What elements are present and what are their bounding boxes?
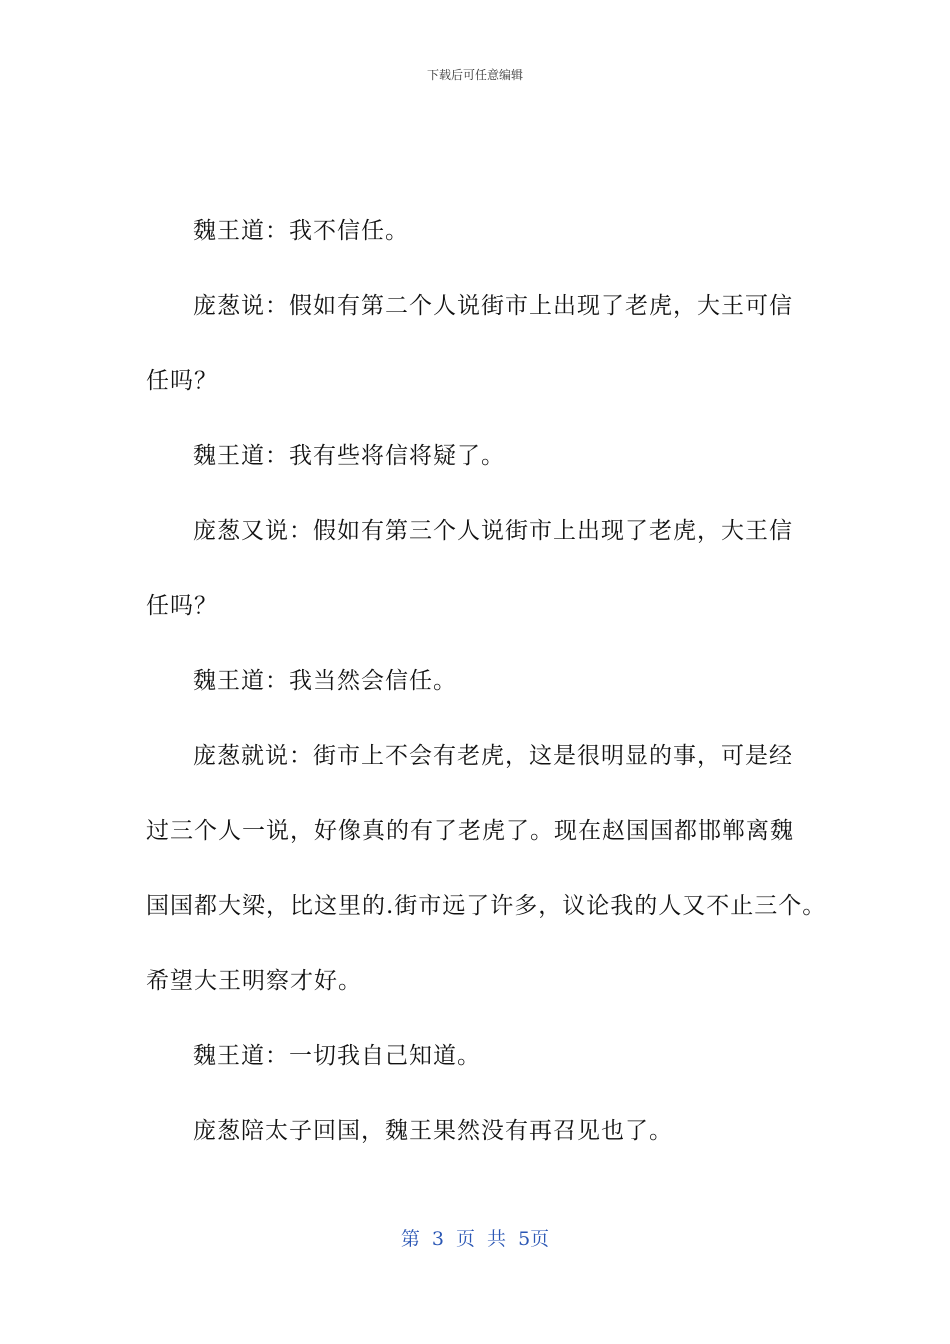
paragraph: 庞葱陪太子回国，魏王果然没有再召见也了。 (193, 1118, 673, 1144)
paragraph: 希望大王明察才好。 (146, 968, 362, 994)
paragraph: 魏王道：一切我自己知道。 (193, 1043, 481, 1069)
paragraph: 庞葱又说：假如有第三个人说街市上出现了老虎，大王信 (193, 518, 793, 544)
paragraph: 庞葱就说：街市上不会有老虎，这是很明显的事，可是经 (193, 743, 793, 769)
page-header (0, 66, 950, 83)
paragraph: 国国都大梁，比这里的.街市远了许多，议论我的人又不止三个。 (146, 893, 827, 919)
document-body (146, 194, 826, 1169)
paragraph: 过三个人一说，好像真的有了老虎了。现在赵国国都邯郸离魏 (146, 818, 794, 844)
paragraph: 魏王道：我有些将信将疑了。 (193, 443, 505, 469)
paragraph: 任吗？ (146, 368, 218, 394)
page-number: 第 3 页 共 5页 (400, 1228, 550, 1250)
page-footer (0, 1224, 950, 1251)
paragraph: 魏王道：我不信任。 (193, 218, 409, 244)
header-text: 下载后可任意编辑 (426, 68, 523, 82)
paragraph: 任吗？ (146, 593, 218, 619)
paragraph: 庞葱说：假如有第二个人说街市上出现了老虎，大王可信 (193, 293, 793, 319)
paragraph: 魏王道：我当然会信任。 (193, 668, 457, 694)
